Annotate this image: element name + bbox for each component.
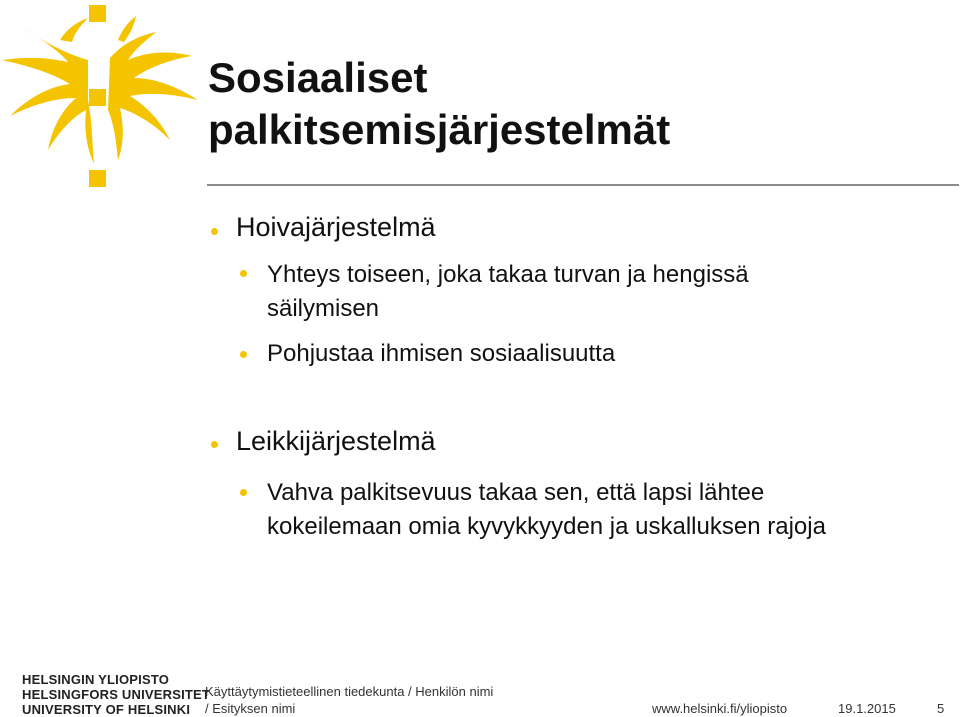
sub-bullet-yhteys-line2: säilymisen (267, 295, 380, 322)
footer-presentation-name: / Esityksen nimi (205, 701, 296, 716)
bullet-dot-icon (240, 351, 247, 358)
slide-title-line1: Sosiaaliset (208, 54, 428, 101)
slide-title (208, 52, 928, 156)
slide-title-line2: palkitsemisjärjestelmät (208, 106, 671, 153)
footer-department: Käyttäytymistieteellinen tiedekunta / Henkilön nimi (205, 684, 494, 699)
sub-bullet-yhteys (267, 258, 749, 326)
university-wordmark (22, 672, 210, 717)
university-flame-logo-icon (0, 0, 200, 190)
sub-bullet-pohjustaa: Pohjustaa ihmisen sosiaalisuutta (267, 340, 616, 367)
footer-url: www.helsinki.fi/yliopisto (652, 701, 788, 716)
bullet-dot-icon (240, 489, 247, 496)
bullet-dot-icon (211, 228, 218, 235)
title-divider (207, 184, 959, 186)
bullet-dot-icon (211, 441, 218, 448)
footer-date: 19.1.2015 (838, 701, 896, 716)
wordmark-line-en: UNIVERSITY OF HELSINKI (22, 702, 191, 717)
wordmark-line-fi: HELSINGIN YLIOPISTO (22, 672, 170, 687)
sub-bullet-vahva (267, 476, 826, 544)
sub-bullet-vahva-line1: Vahva palkitsevuus takaa sen, että lapsi lähtee (267, 479, 765, 506)
wordmark-line-sv: HELSINGFORS UNIVERSITET (22, 687, 211, 702)
sub-bullet-yhteys-line1: Yhteys toiseen, joka takaa turvan ja hengissä (267, 261, 749, 288)
bullet-hoivajarjestelma: Hoivajärjestelmä (236, 212, 436, 242)
footer-page-number: 5 (937, 701, 945, 716)
sub-bullet-vahva-line2: kokeilemaan omia kyvykkyyden ja uskalluksen rajoja (267, 513, 826, 540)
bullet-leikkijarjestelma: Leikkijärjestelmä (236, 426, 436, 456)
bullet-dot-icon (240, 270, 247, 277)
